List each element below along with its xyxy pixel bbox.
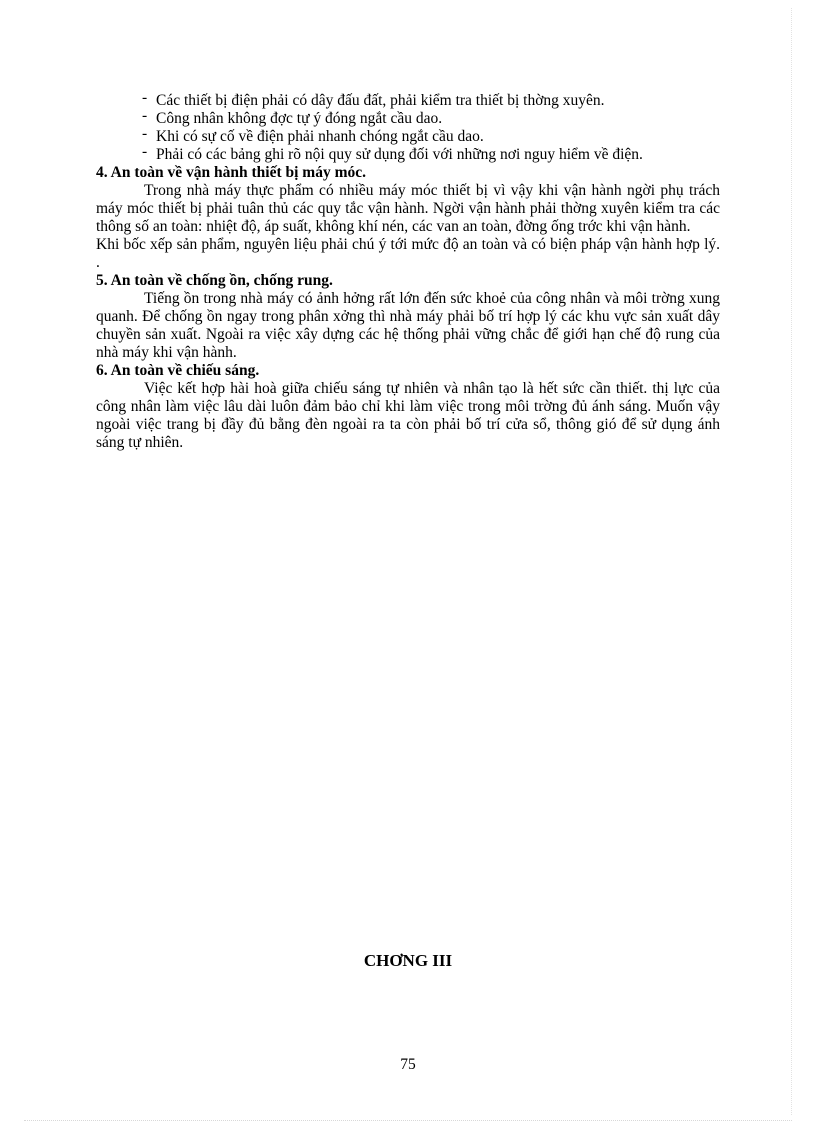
bullet-text: Các thiết bị điện phải có dây đấu đất, phải kiểm tra thiết bị thờng xuyên. (156, 92, 605, 109)
bullet-text: Công nhân không đợc tự ý đóng ngắt cầu dao. (156, 110, 443, 127)
section-6-paragraph: Việc kết hợp hài hoà giữa chiếu sáng tự nhiên và nhân tạo là hết sức cần thiết. thị lực của công nhân làm việc lâu dài luôn đảm bảo chỉ khi làm việc trong môi trờng đủ ánh sáng. Muốn vậy ngoài việc trang bị đầy đủ bằng đèn ngoài ra ta còn phải bố trí cửa sổ, thông gió để sử dụng ánh sáng tự nhiên. (96, 380, 720, 451)
safety-bullet-list (96, 89, 720, 164)
page-number: 75 (400, 1056, 416, 1073)
bullet-dash: - (142, 125, 148, 142)
bullet-item (142, 125, 720, 146)
section-6-heading: 6. An toàn về chiếu sáng. (96, 362, 260, 379)
page-content (96, 89, 720, 452)
bullet-item (142, 89, 720, 110)
section-5-heading: 5. An toàn về chống ồn, chống rung. (96, 272, 333, 289)
section-4-paragraph: Trong nhà máy thực phẩm có nhiều máy móc thiết bị vì vậy khi vận hành ngời phụ trách máy móc thiết bị phải tuân thủ các quy tắc vận hành. Ngời vận hành phải thờng xuyên kiểm tra các thông số an toàn: nhiệt độ, áp suất, không khí nén, các van an toàn, đờng ống trớc khi vận hành. (96, 182, 720, 235)
bullet-text: Khi có sự cố về điện phải nhanh chóng ngắt cầu dao. (156, 128, 484, 145)
bullet-dash: - (142, 89, 148, 106)
chapter-title: CHƠNG III (363, 951, 453, 970)
bullet-text: Phải có các bảng ghi rõ nội quy sử dụng đối với những nơi nguy hiểm về điện. (156, 146, 643, 163)
page-edge-rule (791, 8, 792, 1115)
bullet-item (142, 107, 720, 128)
bullet-dash: - (142, 107, 148, 124)
section-5-paragraph: Tiếng ồn trong nhà máy có ảnh hởng rất lớn đến sức khoẻ của công nhân và môi trờng xung quanh. Để chống ồn ngay trong phân xởng thì nhà máy phải bố trí hợp lý các khu vực sản xuất dây chuyền sản xuất. Ngoài ra việc xây dựng các hệ thống phải vững chắc để giới hạn chế độ rung của nhà máy khi vận hành. (96, 290, 720, 361)
bullet-dash: - (142, 143, 148, 160)
section-4-heading: 4. An toàn về vận hành thiết bị máy móc. (96, 164, 366, 181)
bullet-item (142, 143, 720, 164)
section-4-paragraph-2: Khi bốc xếp sản phẩm, nguyên liệu phải chú ý tới mức độ an toàn và có biện pháp vận hành hợp lý. . (96, 236, 720, 271)
page-bottom-rule (24, 1120, 792, 1121)
